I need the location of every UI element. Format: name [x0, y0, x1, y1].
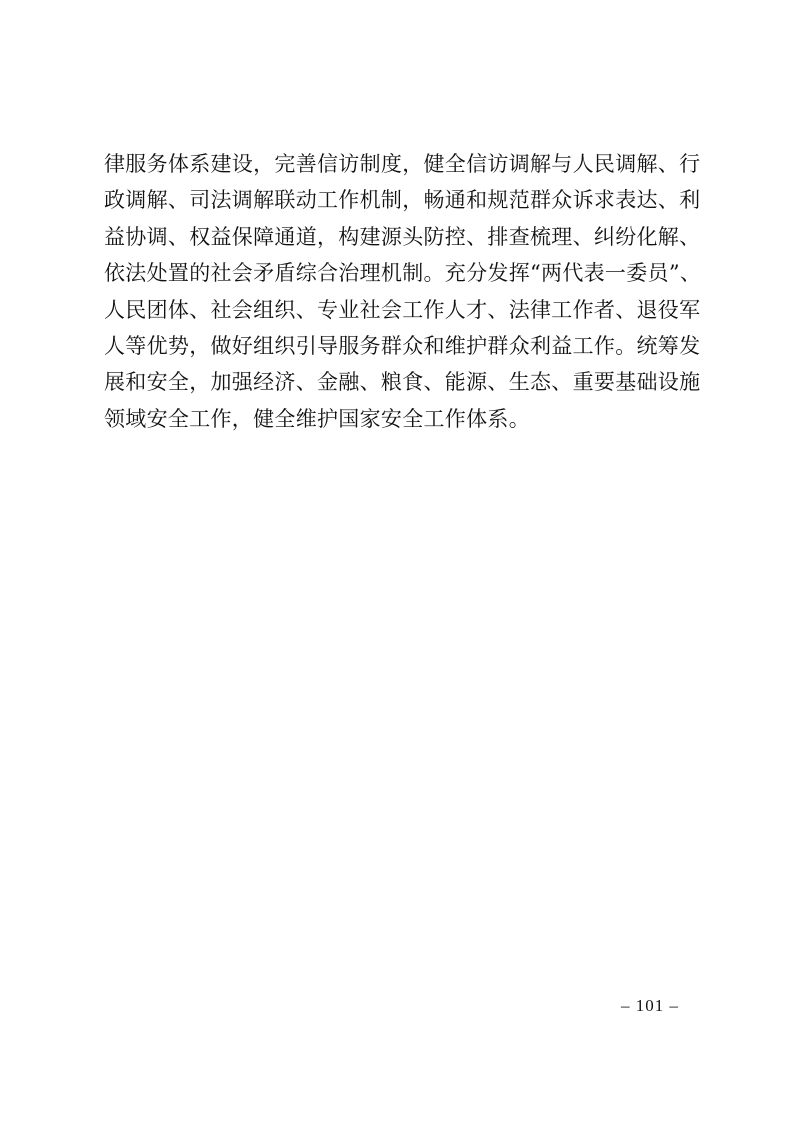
paragraph-line: 益协调、权益保障通道，构建源头防控、排查梳理、纠纷化解、: [104, 224, 701, 249]
paragraph-line: 展和安全，加强经济、金融、粮食、能源、生态、重要基础设施: [104, 370, 701, 395]
paragraph-line: 律服务体系建设，完善信访制度，健全信访调解与人民调解、行: [104, 152, 701, 176]
paragraph-line: 依法处置的社会矛盾综合治理机制。充分发挥“两代表一委员”、: [104, 261, 702, 286]
paragraph-line: 政调解、司法调解联动工作机制，畅通和规范群众诉求表达、利: [104, 188, 701, 213]
paragraph-line: 人等优势，做好组织引导服务群众和维护群众利益工作。统筹发: [104, 333, 701, 358]
page-number: – 101 –: [621, 996, 679, 1015]
paragraph-line: 人民团体、社会组织、专业社会工作人才、法律工作者、退役军: [104, 297, 701, 322]
paragraph-line: 领域安全工作，健全维护国家安全工作体系。: [104, 406, 530, 431]
body-paragraph: [104, 146, 724, 437]
